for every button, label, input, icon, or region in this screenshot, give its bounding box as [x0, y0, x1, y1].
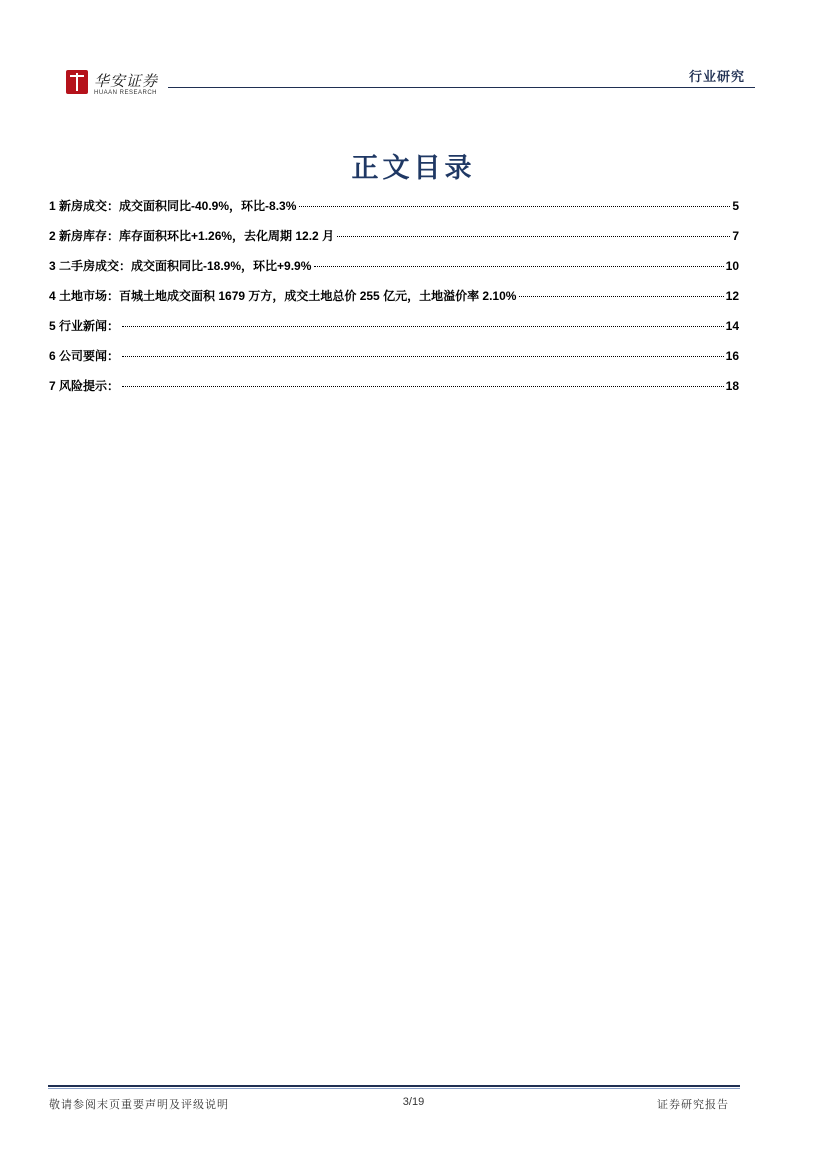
section-label: 行业研究 — [688, 69, 745, 84]
table-of-contents — [49, 196, 739, 406]
toc-entry-text: 4 土地市场：百城土地成交面积 1679 万方，成交土地总价 255 亿元，土地溢价率 2.10% — [49, 289, 517, 303]
toc-entry-7[interactable] — [49, 376, 739, 406]
toc-leader-dots — [314, 266, 723, 267]
toc-entry-page: 10 — [725, 259, 739, 273]
logo-english-name: HUAAN RESEARCH — [94, 90, 158, 96]
toc-entry-2[interactable] — [49, 226, 739, 256]
toc-leader-dots — [337, 236, 730, 237]
toc-entry-6[interactable] — [49, 346, 739, 376]
page-number: 3/19 — [402, 1096, 425, 1108]
toc-leader-dots — [519, 296, 723, 297]
header-divider — [168, 87, 755, 88]
toc-entry-5[interactable] — [49, 316, 739, 346]
toc-leader-dots — [299, 206, 730, 207]
toc-entry-page: 7 — [732, 229, 739, 243]
toc-leader-dots — [122, 326, 724, 327]
toc-entry-text: 2 新房库存：库存面积环比+1.26%，去化周期 12.2 月 — [49, 229, 335, 243]
toc-entry-page: 18 — [725, 379, 739, 393]
toc-entry-page: 12 — [725, 289, 739, 303]
footer-divider — [48, 1085, 740, 1087]
toc-entry-text: 3 二手房成交：成交面积同比-18.9%，环比+9.9% — [49, 259, 312, 273]
toc-entry-page: 5 — [732, 199, 739, 213]
toc-leader-dots — [122, 386, 724, 387]
logo-seal-icon — [66, 70, 88, 94]
toc-entry-text: 1 新房成交：成交面积同比-40.9%，环比-8.3% — [49, 199, 297, 213]
toc-entry-1[interactable] — [49, 196, 739, 226]
toc-entry-text: 5 行业新闻： — [49, 319, 120, 333]
page-title: 正文目录 — [351, 153, 476, 184]
toc-entry-text: 7 风险提示： — [49, 379, 120, 393]
toc-entry-3[interactable] — [49, 256, 739, 286]
toc-leader-dots — [122, 356, 724, 357]
logo-chinese-name: 华安证券 — [94, 72, 159, 90]
toc-entry-4[interactable] — [49, 286, 739, 316]
company-logo — [66, 70, 166, 102]
toc-entry-page: 14 — [725, 319, 739, 333]
toc-entry-page: 16 — [725, 349, 739, 363]
toc-entry-text: 6 公司要闻： — [49, 349, 120, 363]
footer-report-type: 证券研究报告 — [657, 1098, 729, 1111]
footer-disclaimer: 敬请参阅末页重要声明及评级说明 — [49, 1098, 229, 1111]
footer-divider-accent — [48, 1088, 740, 1089]
